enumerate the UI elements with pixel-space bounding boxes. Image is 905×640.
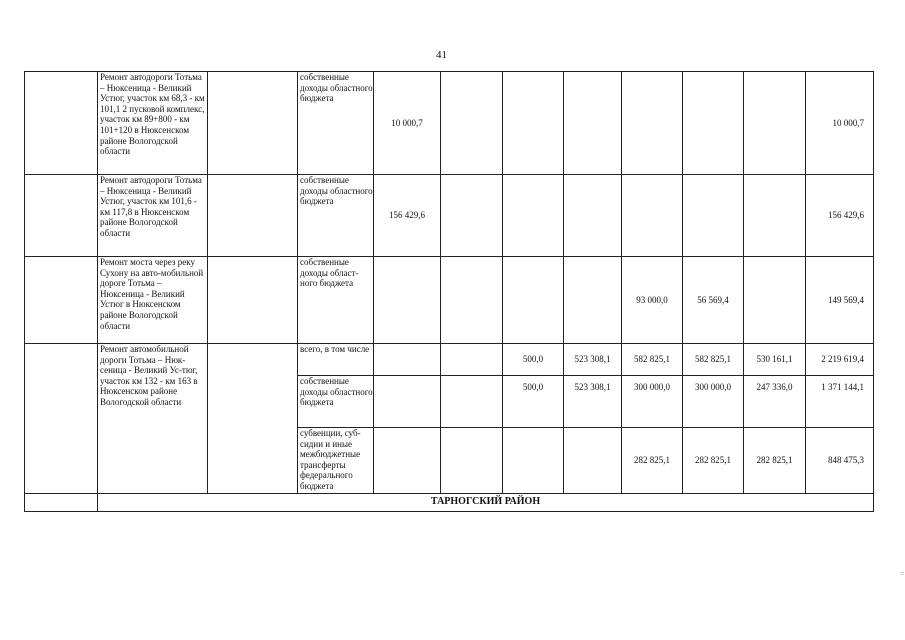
value-col-5: 282 825,1 <box>622 428 683 494</box>
object-name: Ремонт моста через реку Сухону на авто-мобильной дороге Тотьма – Нюксеница - Великий Устюг в Нюксенском районе Вологодской области <box>98 257 208 344</box>
value-col-4: 523 308,1 <box>564 376 622 428</box>
value-col-7 <box>744 175 806 257</box>
value-col-7 <box>744 72 806 175</box>
value-col-7: 530 161,1 <box>744 344 806 376</box>
value-col-3: 500,0 <box>503 344 564 376</box>
value-total: 2 219 619,4 <box>806 344 874 376</box>
budget-table <box>24 71 874 512</box>
funding-source: собственные доходы областного бюджета <box>298 72 374 175</box>
value-col-7: 282 825,1 <box>744 428 806 494</box>
blank-cell <box>25 72 98 175</box>
value-col-2 <box>441 376 503 428</box>
value-col-4 <box>564 175 622 257</box>
table-row <box>25 257 874 344</box>
value-total: 1 371 144,1 <box>806 376 874 428</box>
value-col-1: 156 429,6 <box>374 175 441 257</box>
value-col-2 <box>441 257 503 344</box>
table-row <box>25 72 874 175</box>
empty-cell <box>208 175 298 257</box>
margin-mark: = <box>900 570 904 578</box>
table-row <box>25 344 874 376</box>
funding-source: собственные доходы област-ного бюджета <box>298 257 374 344</box>
value-col-3 <box>503 257 564 344</box>
value-total: 149 569,4 <box>806 257 874 344</box>
value-col-5: 300 000,0 <box>622 376 683 428</box>
object-name: Ремонт автодороги Тотьма – Нюксеница - Великий Устюг, участок км 101,6 - км 117,8 в Нюксенском районе Вологодской области <box>98 175 208 257</box>
value-col-2 <box>441 175 503 257</box>
value-col-5: 582 825,1 <box>622 344 683 376</box>
value-col-5 <box>622 72 683 175</box>
value-col-4 <box>564 72 622 175</box>
value-col-4: 523 308,1 <box>564 344 622 376</box>
value-col-3 <box>503 72 564 175</box>
value-col-4 <box>564 257 622 344</box>
blank-cell <box>25 175 98 257</box>
blank-cell <box>25 257 98 344</box>
page-number: 41 <box>436 49 447 61</box>
empty-cell <box>208 344 298 494</box>
value-col-4 <box>564 428 622 494</box>
value-total: 156 429,6 <box>806 175 874 257</box>
value-col-2 <box>441 72 503 175</box>
value-total: 10 000,7 <box>806 72 874 175</box>
value-col-2 <box>441 428 503 494</box>
table-row <box>25 175 874 257</box>
value-col-1 <box>374 257 441 344</box>
value-col-3 <box>503 175 564 257</box>
object-name: Ремонт автодороги Тотьма – Нюксеница - Великий Устюг, участок км 68,3 - км 101,1 2 пусковой комплекс, участок км 89+800 - км 101+120 в Нюксенском районе Вологодской области <box>98 72 208 175</box>
value-col-6: 300 000,0 <box>683 376 744 428</box>
value-col-7 <box>744 257 806 344</box>
value-total: 848 475,3 <box>806 428 874 494</box>
value-col-5: 93 000,0 <box>622 257 683 344</box>
table-row <box>25 494 874 512</box>
value-col-1 <box>374 344 441 376</box>
value-col-3 <box>503 428 564 494</box>
value-col-6: 582 825,1 <box>683 344 744 376</box>
funding-source: собственные доходы областного бюджета <box>298 376 374 428</box>
blank-cell <box>25 344 98 494</box>
funding-source: субвенции, суб-сидии и иные межбюджетные трансферты федерального бюджета <box>298 428 374 494</box>
object-name: Ремонт автомобильной дороги Тотьма – Нюк-сеница - Великий Ус-тюг, участок км 132 - км 163 в Нюксенском районе Вологодской области <box>98 344 208 494</box>
value-col-7: 247 336,0 <box>744 376 806 428</box>
funding-source: собственные доходы областного бюджета <box>298 175 374 257</box>
empty-cell <box>208 257 298 344</box>
value-col-1: 10 000,7 <box>374 72 441 175</box>
value-col-6: 282 825,1 <box>683 428 744 494</box>
value-col-6: 56 569,4 <box>683 257 744 344</box>
value-col-2 <box>441 344 503 376</box>
value-col-1 <box>374 376 441 428</box>
value-col-5 <box>622 175 683 257</box>
blank-cell <box>25 494 98 512</box>
value-col-3: 500,0 <box>503 376 564 428</box>
value-col-6 <box>683 175 744 257</box>
value-col-1 <box>374 428 441 494</box>
funding-source: всего, в том числе <box>298 344 374 376</box>
region-heading: ТАРНОГСКИЙ РАЙОН <box>98 494 874 512</box>
empty-cell <box>208 72 298 175</box>
value-col-6 <box>683 72 744 175</box>
